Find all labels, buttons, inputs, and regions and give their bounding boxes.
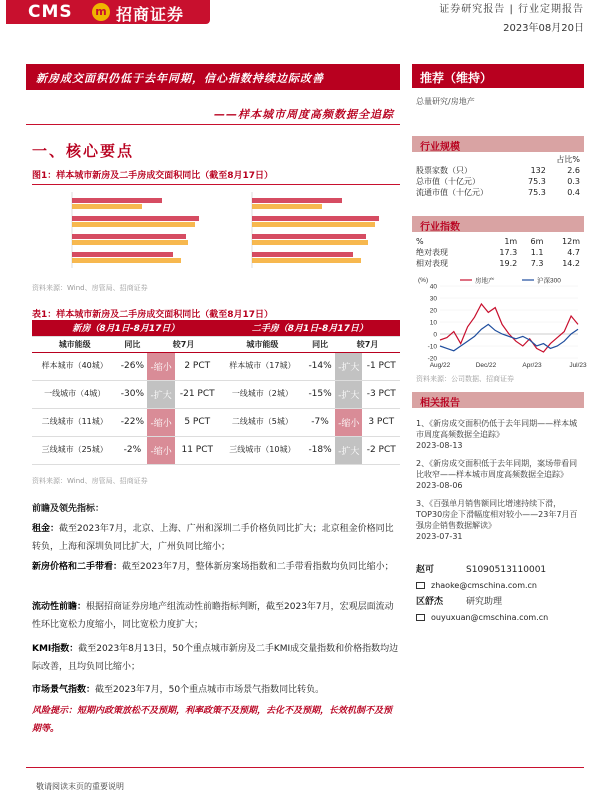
basic-value: 75.3: [528, 188, 546, 197]
figure1-caption: 图1：样本城市新房及二手房成交面积同比（截至8月17日）: [32, 168, 400, 185]
perf-value: 17.3: [499, 248, 518, 257]
table1-caption: 表1：样本城市新房及二手房成交面积同比（截至8月17日）: [32, 307, 400, 324]
city-cell: 二线城市（5城）: [220, 408, 305, 436]
figure1-bar: [252, 198, 342, 203]
para-text: 截至2023年7月，50个重点城市市场景气指数同比转负。: [95, 685, 325, 695]
figure1-bar: [252, 204, 322, 209]
city-cell: 样本城市（17城）: [220, 352, 305, 380]
table-group-header: [32, 320, 400, 336]
mom-cell: -3 PCT: [362, 380, 400, 408]
x-tick-label: Apr/23: [522, 362, 542, 369]
figure1-bar: [252, 258, 361, 263]
author-name: 区舒杰: [416, 597, 444, 607]
mom-cell: -21 PCT: [175, 380, 220, 408]
col-city: 城市能级: [32, 336, 117, 352]
index-chart: [416, 276, 587, 372]
para-label: KMI指数：: [32, 644, 79, 654]
para-label: 流动性前瞻：: [32, 602, 87, 612]
perf-value: 7.3: [530, 259, 544, 268]
y-tick-label: 40: [429, 283, 437, 291]
perf-label: 绝对表现: [416, 248, 448, 257]
report-category: 证券研究报告 | 行业定期报告: [439, 4, 584, 15]
para-liquidity: [32, 598, 400, 634]
footer-note: 敬请阅读末页的重要说明: [36, 782, 124, 791]
report-date: 2023年08月20日: [503, 23, 584, 34]
city-table: [32, 320, 400, 465]
para-text: 截至2023年7月，北京、上海、广州和深圳二手价格负同比扩大；北京租金价格同比转负，上海和深圳负同比扩大，广州负同比缩小；: [32, 524, 394, 552]
mom-cell: 5 PCT: [175, 408, 220, 436]
report-link[interactable]: 3、《百强单月销售额同比增速持续下滑，TOP30房企下滑幅度相对较小——23年7月百强房企销售数据解读》: [416, 499, 578, 530]
table-row: [416, 165, 580, 176]
y-unit: (%): [418, 277, 429, 284]
figure1-bar: [72, 222, 195, 227]
basic-label: 总市值（十亿元）: [416, 177, 480, 186]
yoy-cell: -26%: [117, 352, 147, 380]
report-link[interactable]: 1、《新房成交面积仍低于去年同期——样本城市周度高频数据全追踪》: [416, 419, 578, 439]
basic-pct: 0.3: [567, 177, 580, 186]
table-row: [416, 154, 580, 165]
para-rent: [32, 520, 400, 556]
logo-mark: m: [92, 3, 110, 21]
para-price: [32, 558, 400, 576]
city-cell: 样本城市（40城）: [32, 352, 117, 380]
figure1-source: 资料来源：Wind、房管局、招商证券: [32, 284, 148, 292]
perf-value: 4.7: [567, 248, 580, 257]
y-tick-label: -10: [427, 343, 437, 351]
table-row: [416, 258, 580, 269]
mom-cell: 3 PCT: [362, 408, 400, 436]
author-email[interactable]: zhaoke@cmschina.com.cn: [431, 581, 537, 590]
index-chart-svg: [416, 276, 587, 372]
city-cell: 一线城市（4城）: [32, 380, 117, 408]
basic-title: 行业规模: [412, 136, 584, 152]
city-cell: 一线城市（2城）: [220, 380, 305, 408]
table-row: [32, 436, 400, 464]
basic-value: 132: [530, 166, 546, 175]
para-text: 截至2023年8月13日，50个重点城市新房及二手KMI成交量指数和价格指数均边际改善，且均负同比缩小；: [32, 644, 399, 672]
city-cell: 二线城市（11城）: [32, 408, 117, 436]
table-row: [32, 408, 400, 436]
mail-icon: [416, 614, 425, 621]
figure1-bar: [252, 222, 375, 227]
report-date: 2023-08-13: [416, 441, 463, 450]
figure1-bar: [72, 252, 173, 257]
perf-header: 6m: [530, 237, 544, 246]
basic-value: 75.3: [528, 177, 546, 186]
y-tick-label: 0: [433, 331, 437, 339]
city-cell: 三线城市（25城）: [32, 436, 117, 464]
series-line: [440, 304, 578, 352]
trend-tag: -扩大: [335, 436, 362, 464]
table-row: [32, 352, 400, 380]
figure1-bar: [72, 198, 162, 203]
para-text: 根据招商证券房地产组流动性前瞻指标判断，截至2023年7月，宏观层面流动性环比宽松力度缩小，同比宽松力度扩大；: [32, 602, 394, 630]
perf-value: 14.2: [562, 259, 580, 268]
report-link[interactable]: 2、《新房成交面积低于去年同期，案场带看同比收窄——样本城市周度高频数据全追踪》: [416, 459, 578, 479]
basic-header: 占比%: [556, 155, 580, 164]
perf-header: %: [416, 237, 424, 246]
col-mom: 较7月: [147, 336, 219, 352]
page-header: [0, 0, 600, 40]
trend-tag: -缩小: [335, 408, 362, 436]
table-row: [416, 176, 580, 187]
logo-latin: CMS: [28, 2, 73, 22]
para-market: [32, 681, 400, 699]
report-date: 2023-07-31: [416, 532, 463, 541]
x-tick-label: Dec/22: [475, 362, 497, 369]
table-row: [416, 236, 580, 247]
perf-value: 1.1: [530, 248, 544, 257]
author-name: 赵可: [416, 565, 435, 575]
logo: [6, 0, 210, 24]
yoy-cell: -22%: [117, 408, 147, 436]
para-kmi: [32, 640, 400, 676]
author-id: 研究助理: [466, 597, 503, 607]
perf-header: 1m: [504, 237, 518, 246]
figure1-bar: [252, 240, 368, 245]
mom-cell: 11 PCT: [175, 436, 220, 464]
yoy-cell: -30%: [117, 380, 147, 408]
para-text: 截至2023年7月，整体新房案场指数和二手带看指数均负同比缩小；: [122, 562, 394, 572]
yoy-cell: -18%: [305, 436, 335, 464]
report-subtitle: ——样本城市周度高频数据全追踪: [214, 108, 394, 121]
author-2: [416, 594, 586, 622]
figure1-chart: [32, 184, 400, 276]
figure1-svg: [32, 184, 400, 276]
basic-label: 股票家数（只）: [416, 166, 472, 175]
figure1-bar: [72, 240, 188, 245]
legend-label: 房地产: [475, 277, 495, 285]
figure1-bar: [72, 204, 142, 209]
figure1-bar: [252, 216, 379, 221]
figure1-bar: [252, 234, 366, 239]
y-tick-label: -20: [427, 355, 437, 363]
trend-tag: -缩小: [147, 408, 174, 436]
author-id: S1090513110001: [466, 565, 547, 575]
report-item[interactable]: [416, 418, 580, 451]
para-label: 新房价格和二手带看：: [32, 562, 123, 572]
perf-value: 19.2: [499, 259, 518, 268]
basic-table: [416, 154, 580, 198]
col-city: 城市能级: [220, 336, 305, 352]
report-date: 2023-08-06: [416, 481, 463, 490]
table-row: [32, 380, 400, 408]
yoy-cell: -14%: [305, 352, 335, 380]
yoy-cell: -7%: [305, 408, 335, 436]
related-title: 相关报告: [412, 392, 584, 408]
col-yoy: 同比: [305, 336, 335, 352]
x-tick-label: Jul/23: [569, 362, 587, 369]
legend-label: 沪深300: [537, 277, 561, 285]
table-col-header: [32, 336, 400, 352]
figure1-bar: [252, 252, 353, 257]
mom-cell: -2 PCT: [362, 436, 400, 464]
trend-tag: -缩小: [147, 352, 174, 380]
trend-tag: -缩小: [147, 436, 174, 464]
y-tick-label: 30: [429, 295, 437, 303]
figure1-bar: [72, 258, 181, 263]
basic-pct: 2.6: [567, 166, 580, 175]
para-label: 市场景气指数：: [32, 685, 96, 695]
author-1: [416, 562, 586, 590]
yoy-cell: -2%: [117, 436, 147, 464]
para-label: 租金：: [32, 524, 60, 534]
perf-header: 12m: [562, 237, 580, 246]
header-right: [439, 0, 584, 34]
x-tick-label: Aug/22: [429, 362, 451, 369]
report-item[interactable]: [416, 458, 580, 491]
chart-source: 资料来源：公司数据、招商证券: [416, 375, 514, 383]
table-row: [416, 187, 580, 198]
section-heading: 一、核心要点: [32, 142, 135, 160]
perf-label: 相对表现: [416, 259, 448, 268]
sector-label: 总量研究/房地产: [416, 97, 475, 106]
perf-title: 行业指数: [412, 216, 584, 232]
footer-divider: [26, 767, 584, 768]
title-divider: [26, 124, 400, 125]
author-email[interactable]: ouyuxuan@cmschina.com.cn: [431, 613, 549, 622]
basic-pct: 0.4: [567, 188, 580, 197]
col-mom: 较7月: [335, 336, 400, 352]
figure1-bar: [72, 234, 186, 239]
intro-heading: 前瞻及领先指标：: [32, 504, 105, 514]
trend-tag: -扩大: [147, 380, 174, 408]
mom-cell: -1 PCT: [362, 352, 400, 380]
report-item[interactable]: [416, 498, 580, 542]
trend-tag: -扩大: [335, 380, 362, 408]
group-second: 二手房（8月1日-8月17日）: [220, 320, 400, 336]
mail-icon: [416, 582, 425, 589]
group-new: 新房（8月1日-8月17日）: [32, 320, 220, 336]
rating-box: 推荐（维持）: [412, 64, 584, 88]
table-row: [416, 247, 580, 258]
table1-source: 资料来源：Wind、房管局、招商证券: [32, 477, 148, 485]
trend-tag: -扩大: [335, 352, 362, 380]
city-cell: 三线城市（10城）: [220, 436, 305, 464]
mom-cell: 2 PCT: [175, 352, 220, 380]
y-tick-label: 20: [429, 307, 437, 315]
basic-label: 流通市值（十亿元）: [416, 188, 488, 197]
yoy-cell: -15%: [305, 380, 335, 408]
y-tick-label: 10: [429, 319, 437, 327]
logo-cn: 招商证券: [116, 5, 185, 24]
figure1-bar: [72, 216, 199, 221]
report-title: 新房成交面积仍低于去年同期，信心指数持续边际改善: [26, 64, 400, 90]
col-yoy: 同比: [117, 336, 147, 352]
risk-note: 风险提示：短期内政策放松不及预期，利率政策不及预期，去化不及预期，长效机制不及预期等。: [32, 706, 393, 734]
perf-table: [416, 236, 580, 269]
